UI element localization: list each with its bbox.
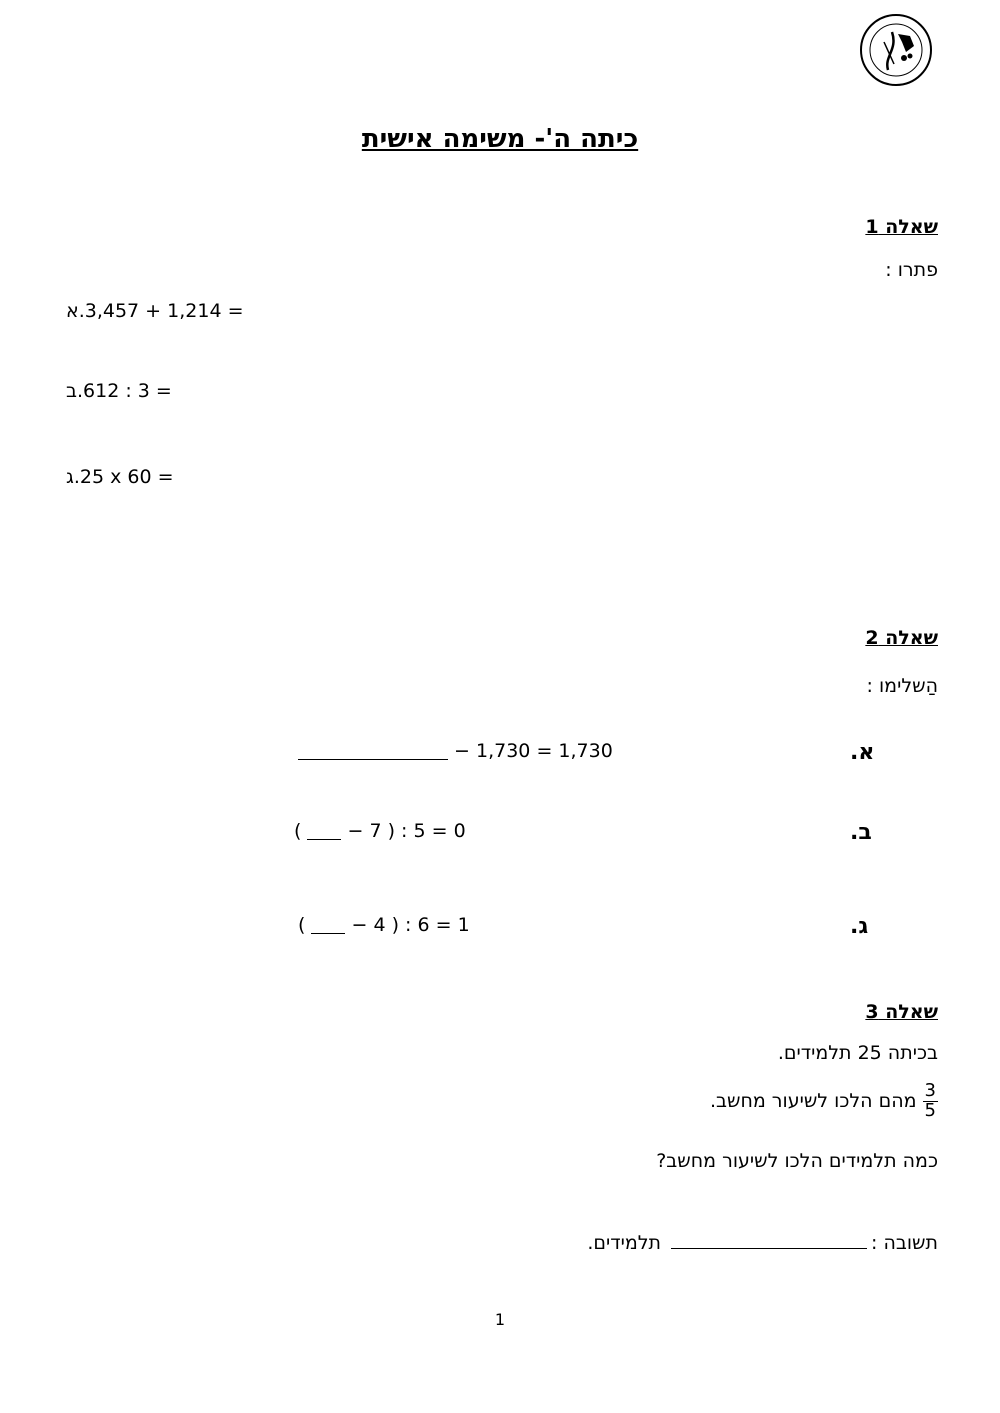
- question-3-line-2: מהם הלכו לשיעור מחשב.: [709, 1090, 917, 1113]
- q2-item-a-letter: א.: [850, 740, 875, 765]
- q2-item-a-expr: − 1,730 = 1,730: [454, 740, 613, 762]
- page-number: 1: [494, 1310, 506, 1329]
- q1-item-a-expr: 3,457 + 1,214 =: [84, 300, 244, 322]
- question-3-line-1: בכיתה 25 תלמידים.: [777, 1042, 938, 1064]
- q1-item-b: [66, 380, 172, 402]
- fraction: [923, 1082, 938, 1121]
- q2-item-b-letter: ב.: [850, 820, 872, 845]
- q2-item-c-blank[interactable]: [311, 915, 345, 934]
- school-logo: [858, 12, 934, 88]
- q1-item-c-letter: ג.: [66, 466, 80, 488]
- page-title: כיתה ה'- משימה אישית: [361, 124, 639, 154]
- q2-item-a-blank[interactable]: [298, 741, 448, 760]
- q2-item-b-expr: − 7 ) : 5 = 0: [347, 820, 466, 842]
- q2-item-b-equation: [294, 820, 466, 842]
- q1-item-c: [66, 466, 174, 488]
- q1-item-b-letter: ב.: [66, 380, 84, 402]
- question-1-heading: שאלה 1: [865, 216, 938, 238]
- q1-item-b-expr: 612 : 3 =: [83, 380, 172, 402]
- answer-blank[interactable]: [671, 1230, 867, 1249]
- q2-item-c-letter: ג.: [850, 914, 869, 939]
- question-3-fraction-line: [710, 1082, 938, 1121]
- q2-item-b-blank[interactable]: [307, 821, 341, 840]
- q2-item-a-equation: [298, 740, 613, 762]
- question-2-instruction: הַשלימו :: [866, 675, 938, 697]
- question-3-heading: שאלה 3: [865, 1001, 938, 1023]
- fraction-denominator: 5: [924, 1099, 936, 1121]
- q1-item-c-expr: 25 x 60 =: [79, 466, 174, 488]
- fraction-numerator: 3: [924, 1080, 936, 1101]
- q2-item-c-equation: [298, 914, 470, 936]
- answer-label: תשובה :: [871, 1232, 938, 1254]
- question-1-instruction: פתרו :: [885, 259, 938, 281]
- question-3-line-3: כמה תלמידים הלכו לשיעור מחשב?: [656, 1150, 938, 1172]
- answer-line: [587, 1230, 938, 1254]
- q2-item-b-open-paren: (: [294, 820, 302, 842]
- q1-item-a: [66, 300, 244, 322]
- question-2-heading: שאלה 2: [865, 627, 938, 649]
- q2-item-c-open-paren: (: [298, 914, 306, 936]
- q1-item-a-letter: א.: [66, 300, 85, 322]
- answer-unit: תלמידים.: [587, 1232, 662, 1254]
- q2-item-c-expr: − 4 ) : 6 = 1: [351, 914, 470, 936]
